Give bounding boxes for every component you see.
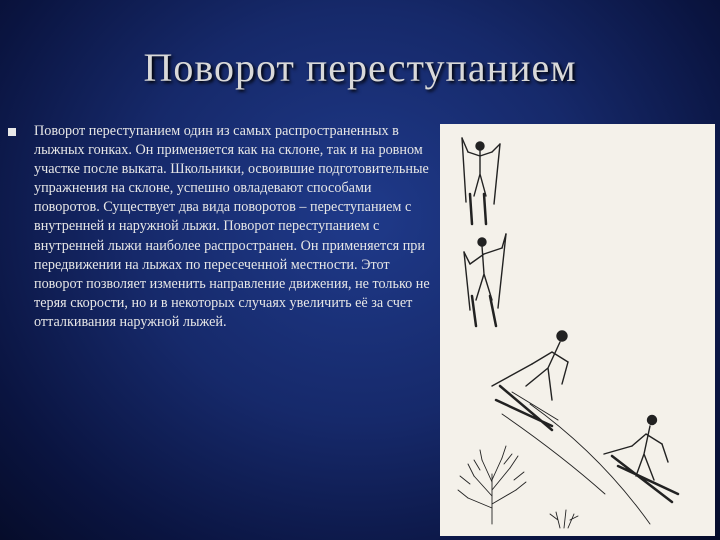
bullet-marker	[8, 128, 16, 136]
skier-figure-2	[464, 234, 506, 326]
tree-drawing	[458, 446, 526, 524]
slide-title: Поворот переступанием	[143, 45, 577, 90]
bush-drawing	[550, 510, 578, 528]
skier-illustration	[440, 124, 715, 536]
body-text: Поворот переступанием один из самых распространенных в лыжных гонках. Он применяется как на склоне, так и на ровном участке после выката. Школьники, освоившие подготовительные упражнения на склоне, успешно овладевают способами поворотов. Существует два вида поворотов – переступанием с внутренней и наружной лыжи. Поворот переступанием с внутренней лыжи наиболее распространен. Он применяется при передвижении на лыжах по пересеченной местности. Этот поворот позволяет изменить направление движения, не только не теряя скорости, но и в некоторых случаях увеличить её за счет отталкивания наружной лыжей.	[34, 123, 430, 330]
skier-figure-4	[604, 416, 678, 503]
skier-figure-1	[462, 138, 500, 224]
